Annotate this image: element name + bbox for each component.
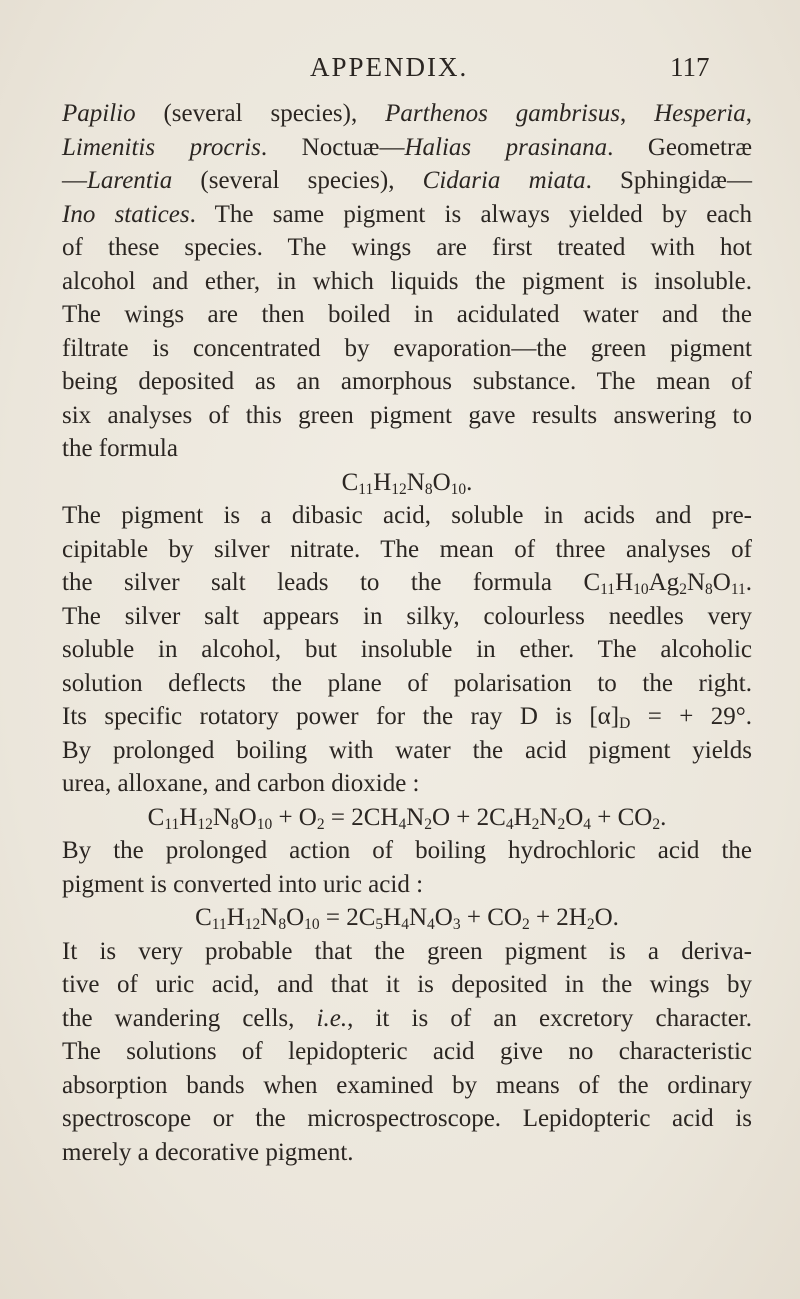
paragraph-4: It is very probable that the green pigment is a deriva- tive of uric acid, and that it is deposited in the wings by the wandering cells, i.e., it is of an excretory character. The solutions of lepidopteric acid give no characteristic absorption bands when examined by means of the ordinary spectroscope or the microspectroscope. Lepidopteric acid is merely a decorative pigment. bbox=[62, 937, 752, 1166]
running-head: APPENDIX. bbox=[310, 52, 469, 82]
page-header bbox=[0, 52, 800, 92]
page-number: 117 bbox=[670, 52, 710, 82]
paragraph-2: The pigment is a dibasic acid, soluble in acids and pre- cipitable by silver nitrate. The mean of three analyses of the silver salt leads to the formula $C_{11}H_{10}Ag_2N_8O_{11}$. The silver salt appears in silky, colourless needles very soluble in alcohol, but insoluble in ether. The alcoholic solution deflects the plane of polarisation to the right. Its specific rotatory power for the ray D is $[\alpha]_D$ = + 29°. By prolonged boiling with water the acid pigment yields urea, alloxane, and carbon dioxide : bbox=[62, 502, 752, 797]
paragraph-1: Papilio (several species), Parthenos gambrisus, Hesperia, Limenitis procris. Noctuæ—Halias prasinana. Geometræ —Larentia (several species), Cidaria miata. Sphingidæ— Ino statices. The same pigment is always yielded by each of these species. The wings are first treated with hot alcohol and ether, in which liquids the pigment is insoluble. The wings are then boiled in acidulated water and the filtrate is concentrated by evaporation—the green pigment being deposited as an amorphous substance. The mean of six analyses of this green pigment gave results answering to the formula bbox=[62, 100, 752, 462]
formula-2: $C_{11}H_{12}N_8O_{10} + O_2 = 2CH_4N_2O + 2C_4H_2N_2O_4 + CO_2$. bbox=[147, 803, 667, 833]
formula-1: $C_{11}H_{12}N_8O_{10}$. bbox=[341, 468, 473, 498]
body-text bbox=[62, 97, 752, 1169]
paragraph-3: By the prolonged action of boiling hydrochloric acid the pigment is converted into uric acid : bbox=[62, 837, 752, 898]
formula-3: $C_{11}H_{12}N_8O_{10} = 2C_5H_4N_4O_3 + CO_2 + 2H_2O$. bbox=[195, 904, 619, 933]
